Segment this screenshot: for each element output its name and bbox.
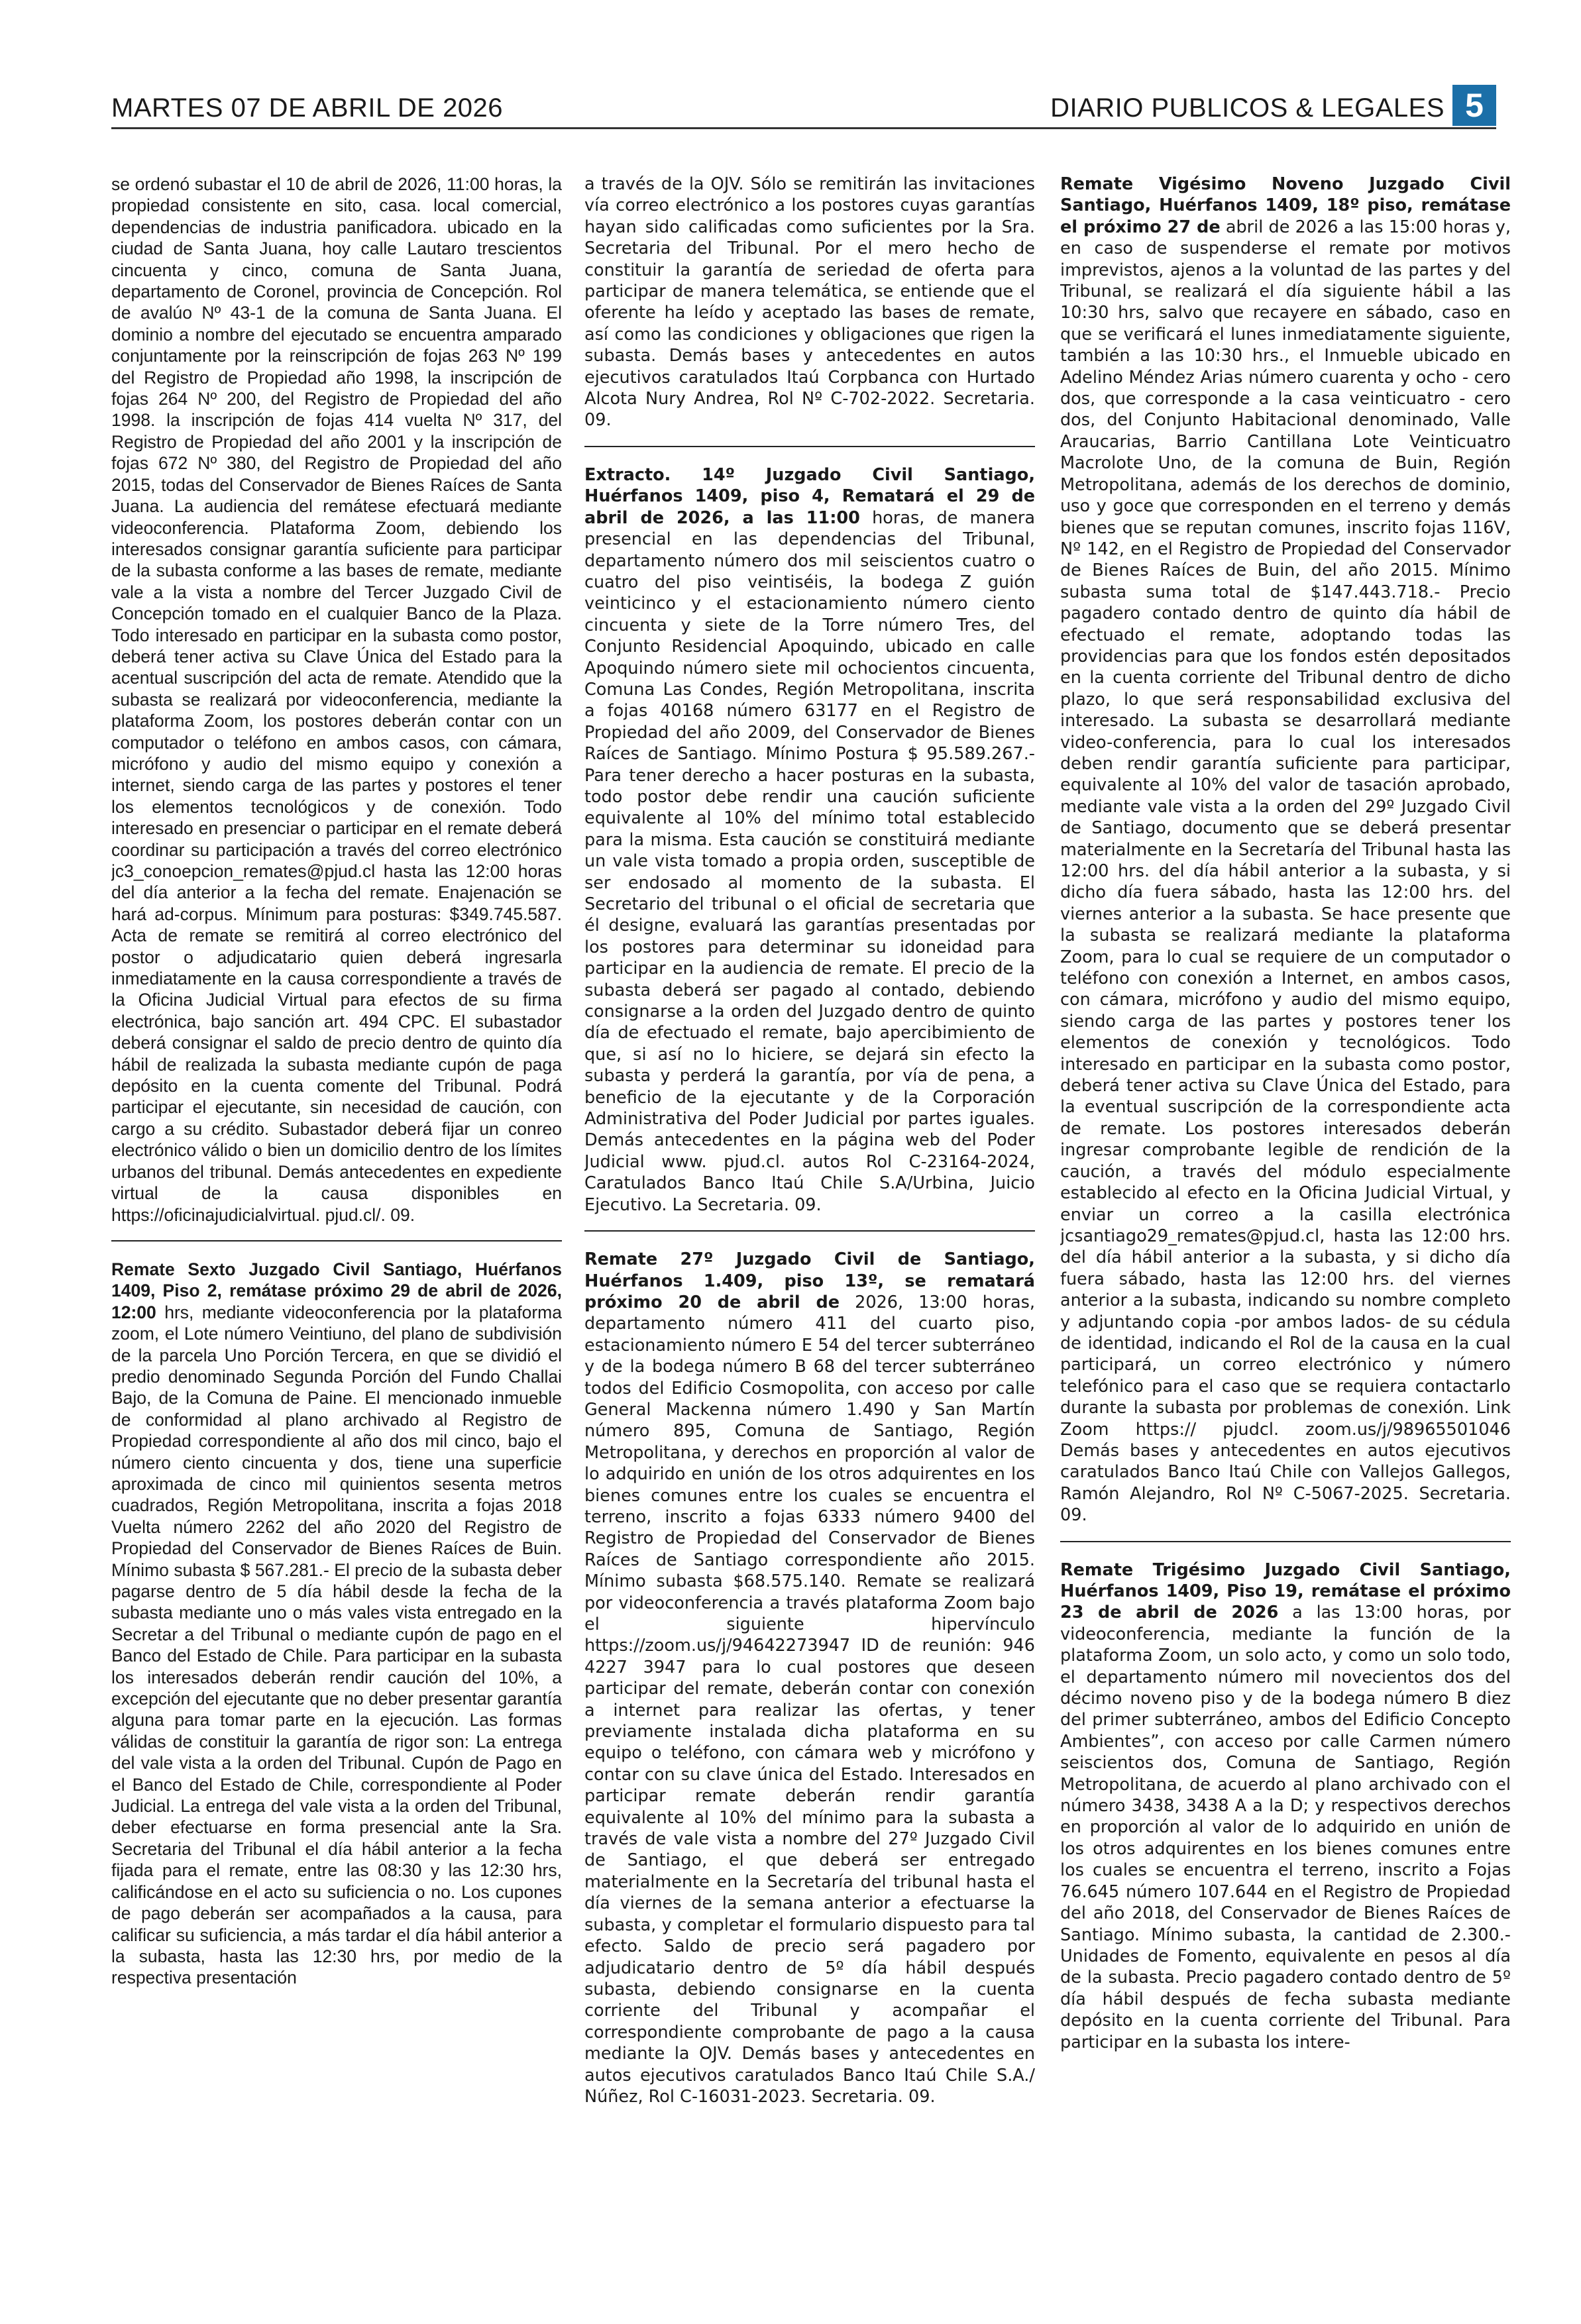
notice-30-juzgado: [1060, 1559, 1511, 2068]
notice-body: a través de la OJV. Sólo se remitirán las invitaciones vía correo electrónico a los postores cuyas garantías hayan sido calificadas como suficientes por la Sra. Secretaria del Tribunal. Por el mero hecho de constituir la garantía de seriedad de oferta para participar de manera telemática, se entiende que el oferente ha leído y aceptado las bases de remate, así como las condiciones y obligaciones que rigen la subasta. Demás bases y antecedentes en autos ejecutivos caratulados Itaú Corpbanca con Hurtado Alcota Nury Andrea, Rol Nº C-702-2022. Secretaria. 09.: [584, 174, 1035, 431]
column-1: [111, 174, 562, 2294]
notice-29-juzgado: [1060, 174, 1511, 1542]
notice-body: 2026, 13:00 horas, departamento número 411 del cuarto piso, estacionamiento número E 54 del tercer subterráneo y de la bodega número B 68 del tercer subterráneo todos del Edificio Cosmopolita, con acceso por calle General Mackenna número 1.490 y San Martín número 895, Comuna de Santiago, Región Metropolitana, y derechos en proporción al valor de lo adquirido en unión de los otros adquirentes en los bienes comunes entre los cuales se encuentra el terreno, inscrito a fojas 6333 número 9400 del Registro de Propiedad del Conservador de Bienes Raíces de Santiago correspondiente año 2015. Mínimo subasta $68.575.140. Remate se realizará por videoconferencia a través plataforma Zoom bajo el siguiente hipervínculo https://zoom.us/j/94642273947 ID de reunión: 946 4227 3947 para lo cual postores que deseen participar del remate, deberán contar con conexión a internet para realizar las ofertas, y tener previamente instalada dicha plataforma en su equipo o teléfono, con cámara web y micrófono y contar con su clave única del Estado. Interesados en participar remate deberán rendir garantía equivalente al 10% del mínimo para la subasta a través de vale vista a nombre del 27º Juzgado Civil de Santiago, el que deberá ser entregado materialmente en la Secretaría del tribunal hasta el día viernes de la semana anterior a efectuarse la subasta, y completar el formulario dispuesto para tal efecto. Saldo de precio será pagadero por adjudicatario dentro de 5º día hábil después subasta, debiendo consignarse en la cuenta corriente del Tribunal y acompañar el correspondiente comprobante de pago a la causa mediante la OJV. Demás bases y antecedentes en autos ejecutivos caratulados Banco Itaú Chile S.A./ Núñez, Rol C-16031-2023. Secretaria. 09.: [584, 1292, 1035, 2107]
notice-body: horas, de manera presencial en las dependencias del Tribunal, departamento número dos mil seiscientos cuatro o cuatro del piso veintiséis, la bodega Z guión veinticinco y el estacionamiento número ciento cincuenta y siete de la Torre número Tres, del Conjunto Residencial Apoquindo, ubicado en calle Apoquindo número siete mil ochocientos cincuenta, Comuna Las Condes, Región Metropolitana, inscrita a fojas 40168 número 63177 en el Registro de Propiedad del año 2009, del Conservador de Bienes Raíces de Santiago. Mínimo Postura $ 95.589.267.- Para tener derecho a hacer posturas en la subasta, todo postor debe rendir una caución suficiente equivalente al 10% del mínimo total establecido para la misma. Esta caución se constituirá mediante un vale vista tomado a propia orden, susceptible de ser endosado al momento de la subasta. El Secretario del tribunal o el oficial de secretaria que él designe, evaluará las garantías presentadas por los postores para determinar su idoneidad para participar en la audiencia de remate. El precio de la subasta deberá ser pagado al contado, debiendo consignarse a la orden del Juzgado dentro de quinto día de efectuado el remate, bajo apercibimiento de que, si así no lo hiciere, se dejará sin efecto la subasta y perderá la garantía, por vía de pena, a beneficio de la ejecutante y de la Corporación Administrativa del Poder Judicial por partes iguales. Demás antecedentes en la página web del Poder Judicial www. pjud.cl. autos Rol C-23164-2024, Caratulados Banco Itaú Chile S.A/Urbina, Juicio Ejecutivo. La Secretaria. 09.: [584, 507, 1035, 1215]
notice-body: hrs, mediante videoconferencia por la plataforma zoom, el Lote número Veintiuno, del plano de subdivisión de la parcela Uno Porción Tercera, en que se dividió el predio denominado Segunda Porción del Fundo Challai Bajo, de la Comuna de Paine. El mencionado inmueble de conformidad al plano archivado al Registro de Propiedad correspondiente al año dos mil cinco, bajo el número ciento cincuenta y dos, tiene una superficie aproximada de cinco mil quinientos sesenta metros cuadrados, Región Metropolitana, inscrita a fojas 2018 Vuelta número 2262 del año 2020 del Registro de Propiedad del Conservador de Bienes Raíces de Buin. Mínimo subasta $ 567.281.- El precio de la subasta deber pagarse dentro de 5 día hábil desde la fecha de la subasta mediante uno o más vales vista entregado en la Secretar a del Tribunal o mediante cupón de pago en el Banco del Estado de Chile. Para participar en la subasta los interesados deberán rendir caución del 10%, a excepción del ejecutante que no deber presentar garantía alguna para tomar parte en la ejecución. Las formas válidas de constituir la garantía de rigor son: La entrega del vale vista a la orden del Tribunal. Cupón de Pago en el Banco del Estado de Chile, correspondiente al Poder Judicial. La entrega del vale vista a la orden del Tribunal, deber efectuarse en forma presencial ante la Sra. Secretaria del Tribunal el día hábil anterior a la fecha fijada para el remate, entre las 08:30 y las 12:30 hrs, calificándose en el acto su suficiencia o no. Los cupones de pago deberán ser acompañados a la causa, para calificar su suficiencia, a más tardar el día hábil anterior a la subasta, hasta las 12:30 hrs, por medio de la respectiva presentación: [111, 1302, 562, 1988]
notice-body: abril de 2026 a las 15:00 horas y, en caso de suspenderse el remate por motivos imprevistos, ajenos a la voluntad de las partes y del Tribunal, se realizará el día siguiente hábil a las 10:30 hrs, salvo que recayere en sábado, caso en que se verificará el lunes inmediatamente siguiente, también a las 10:30 hrs., el Inmueble ubicado en Adelino Méndez Arias número cuarenta y ocho - cero dos, que corresponde a la casa veinticuatro - cero dos, del Conjunto Habitacional denominado, Valle Araucarias, Barrio Cantillana Lote Veinticuatro Macrolote Uno, de la comuna de Buin, Región Metropolitana, además de los derechos de dominio, uso y goce que corresponden en el terreno y demás bienes que se reputan comunes, inscrito fojas 116V, Nº 142, en el Registro de Propiedad del Conservador de Bienes Raíces de Buin, del año 2015. Mínimo subasta suma total de $147.443.718.- Precio pagadero contado dentro de quinto día hábil de efectuado el remate, adoptando todas las providencias para que los fondos estén depositados en la cuenta corriente del Tribunal dentro de dicho plazo, lo que será responsabilidad exclusiva del interesado. La subasta se desarrollará mediante video-conferencia, para lo cual los interesados deben rendir garantía suficiente para participar, equivalente al 10% del valor de tasación aprobado, mediante vale vista a la orden del 29º Juzgado Civil de Santiago, documento que se deberá presentar materialmente en la Secretaría del Tribunal hasta las 12:00 hrs. del día hábil anterior a la subasta, y si dicho día fuera sábado, hasta las 12:00 hrs. del viernes anterior a la subasta. Se hace presente que la subasta se realizará mediante la plataforma Zoom, para lo cual se requiere de un computador o teléfono con conexión a Internet, en ambos casos, con cámara, micrófono y audio del mismo equipo, siendo carga de las partes y postores tener los elementos de conexión y tecnológicos. Todo interesado en participar en la subasta como postor, deberá tener activa su Clave Única del Estado, para la eventual suscripción de la correspondiente acta de remate. Los postores interesados deberán ingresar comprobante legible de rendición de la caución, a través del módulo especialmente establecido al efecto en la Oficina Judicial Virtual, y enviar un correo a la casilla electrónica jcsantiago29_remates@pjud.cl, hasta las 12:00 hrs. del día hábil anterior a la subasta, y si dicho día fuera sábado, hasta las 12:00 hrs. del viernes anterior a la subasta, indicando su nombre completo y adjuntando copia -por ambos lados- de su cédula de identidad, indicando el Rol de la causa en la cual participará, un correo electrónico y número telefónico para el caso que se requiera contactarlo durante la subasta por problemas de conexión. Link Zoom https:// pjudcl. zoom.us/j/98965501046 Demás bases y antecedentes en autos ejecutivos caratulados Banco Itaú Chile con Vallejos Gallegos, Ramón Alejandro, Rol Nº C-5067-2025. Secretaria. 09.: [1060, 217, 1511, 1526]
notice-14-juzgado: [584, 464, 1035, 1232]
header-divider: [111, 127, 1496, 129]
notice-continuation: [111, 174, 562, 1241]
publication-title: DIARIO PUBLICOS & LEGALES: [1050, 93, 1445, 123]
notice-sexto-juzgado: [111, 1259, 562, 2003]
column-3: [1060, 174, 1511, 2294]
notice-27-juzgado: [584, 1249, 1035, 2122]
notice-heading: Remate 27º Juzgado Civil de Santiago, Huérfanos 1.409, piso 13º, se rematará próximo 20 de abril de: [584, 1249, 1035, 1312]
page-number: 5: [1452, 85, 1496, 126]
notice-heading: Remate Trigésimo Juzgado Civil Santiago, Huérfanos 1409, Piso 19, remátase el próximo 23 de abril de 2026: [1060, 1559, 1511, 1623]
notice-heading: Remate Vigésimo Noveno Juzgado Civil Santiago, Huérfanos 1409, 18º piso, remátase el próximo 27 de: [1060, 174, 1511, 237]
notice-body: se ordenó subastar el 10 de abril de 2026, 11:00 horas, la propiedad consistente en sito, casa. local comercial, dependencias de industria panificadora. ubicado en la ciudad de Santa Juana, hoy calle Lautaro trescientos cincuenta y cinco, comuna de Santa Juana, departamento de Coronel, provincia de Concepción. Rol de avalúo Nº 43-1 de la comuna de Santa Juana. El dominio a nombre del ejecutado se encuentra amparado conjuntamente por la reinscripción de fojas 263 Nº 199 del Registro de Propiedad año 1998, la inscripción de fojas 264 Nº 200, del Registro de Propiedad del año 1998. la inscripción de fojas 414 vuelta Nº 317, del Registro de Propiedad del año 2001 y la inscripción de fojas 672 Nº 380, del Registro de Propiedad del año 2015, todas del Conservador de Bienes Raíces de Santa Juana. La audiencia del remátese efectuará mediante videoconferencia. Plataforma Zoom, debiendo los interesados consignar garantía suficiente para participar de la subasta conforme a las bases de remate, mediante vale a la vista a nombre del Tercer Juzgado Civil de Concepción tomado en el cualquier Banco de la Plaza. Todo interesado en participar en la subasta como postor, deberá tener activa su Clave Única del Estado para la acentual suscripción del acta de remate. Atendido que la subasta se realizará por videoconferencia, mediante la plataforma Zoom, los postores deberán contar con un computador o teléfono en ambos casos, con cámara, micrófono y audio del mismo equipo y conexión a internet, siendo carga de las partes y postores el tener los elementos tecnológicos y de conexión. Todo interesado en presenciar o participar en el remate deberá coordinar su participación a través del correo electrónico jc3_conoepcion_remates@pjud.cl hasta las 12:00 horas del día anterior a la fecha del remate. Enajenación se hará ad-corpus. Mínimum para posturas: $349.745.587. Acta de remate se remitirá al correo electrónico del postor o adjudicatario quien deberá ingresarla inmediatamente en la causa correspondiente a través de la Oficina Judicial Virtual para efectos de su firma electrónica, bajo sanción art. 494 CPC. El subastador deberá consignar el saldo de precio dentro de quinto día hábil de realizada la subasta mediante cupón de paga depósito en la cuenta comente del Tribunal. Podrá participar el ejecutante, sin necesidad de caución, con cargo a su crédito. Subastador deberá fijar un conreo electrónico válido o bien un domicilio dentro de los límites urbanos del tribunal. Demás antecedentes en expediente virtual de la causa disponibles en https://oficinajudicialvirtual. pjud.cl/. 09.: [111, 174, 562, 1225]
notice-heading: Extracto. 14º Juzgado Civil Santiago, Huérfanos 1409, piso 4, Rematará el 29 de abril de 2026, a las 11:00: [584, 464, 1035, 528]
notice-body: a las 13:00 horas, por videoconferencia, mediante la función de la plataforma Zoom, un solo acto, y como un solo todo, el departamento número mil novecientos dos del décimo noveno piso y de la bodega número B diez del primer subterráneo, ambos del Edificio Concepto Ambientes”, con acceso por calle Carmen número seiscientos dos, Comuna de Santiago, Región Metropolitana, de acuerdo al plano archivado con el número 3438, 3438 A a la D; y respectivos derechos en proporción al valor de lo adquirido en unión de los otros adquirentes en los bienes comunes entre los cuales se encuentra el terreno, inscrito a Fojas 76.645 número 107.644 en el Registro de Propiedad del año 2018, del Conservador de Bienes Raíces de Santiago. Mínimo subasta, la cantidad de 2.300.- Unidades de Fomento, equivalente en pesos al día de la subasta. Precio pagadero contado dentro de 5º día hábil después de fecha subasta mediante depósito en la cuenta corriente del Tribunal. Para participar en la subasta los intere-: [1060, 1603, 1511, 2052]
page-header: [111, 85, 1496, 126]
column-2: [584, 174, 1035, 2294]
notice-heading: Remate Sexto Juzgado Civil Santiago, Huérfanos 1409, Piso 2, remátase próximo 29 de abril de 2026, 12:00: [111, 1259, 562, 1322]
issue-date: MARTES 07 DE ABRIL DE 2026: [111, 93, 504, 123]
notice-continuation: [584, 174, 1035, 447]
